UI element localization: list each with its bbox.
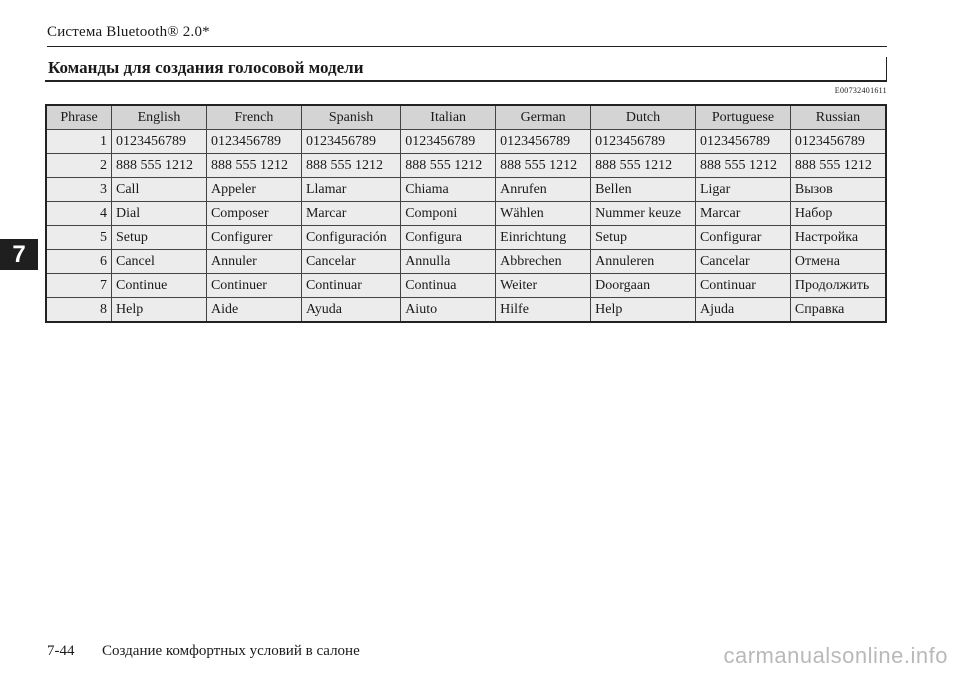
phrase-cell: Continuar bbox=[301, 274, 400, 298]
column-header: Spanish bbox=[301, 105, 400, 130]
phrase-number-cell: 4 bbox=[46, 202, 112, 226]
phrase-cell: Marcar bbox=[695, 202, 790, 226]
phrase-cell: Configura bbox=[401, 226, 496, 250]
phrase-cell: 888 555 1212 bbox=[591, 154, 696, 178]
section-title-bar bbox=[45, 57, 887, 82]
phrase-cell: Annuler bbox=[206, 250, 301, 274]
phrase-cell: 0123456789 bbox=[496, 130, 591, 154]
phrase-cell: Bellen bbox=[591, 178, 696, 202]
phrase-cell: Aide bbox=[206, 298, 301, 323]
phrase-cell: Ligar bbox=[695, 178, 790, 202]
phrase-cell: Отмена bbox=[790, 250, 886, 274]
voice-phrase-table bbox=[45, 104, 887, 323]
column-header: Phrase bbox=[46, 105, 112, 130]
phrase-cell: Anrufen bbox=[496, 178, 591, 202]
phrase-cell: Abbrechen bbox=[496, 250, 591, 274]
phrase-number-cell: 5 bbox=[46, 226, 112, 250]
phrase-cell: Configuración bbox=[301, 226, 400, 250]
column-header: Russian bbox=[790, 105, 886, 130]
phrase-cell: Marcar bbox=[301, 202, 400, 226]
phrase-cell: Вызов bbox=[790, 178, 886, 202]
watermark: carmanualsonline.info bbox=[723, 643, 948, 668]
phrase-cell: 0123456789 bbox=[695, 130, 790, 154]
column-header: German bbox=[496, 105, 591, 130]
phrase-number-cell: 6 bbox=[46, 250, 112, 274]
phrase-cell: Hilfe bbox=[496, 298, 591, 323]
phrase-cell: Configurer bbox=[206, 226, 301, 250]
phrase-cell: Cancelar bbox=[301, 250, 400, 274]
phrase-cell: Набор bbox=[790, 202, 886, 226]
phrase-number-cell: 8 bbox=[46, 298, 112, 323]
phrase-number-cell: 7 bbox=[46, 274, 112, 298]
phrase-cell: Continuer bbox=[206, 274, 301, 298]
phrase-cell: Help bbox=[112, 298, 207, 323]
phrase-cell: Doorgaan bbox=[591, 274, 696, 298]
phrase-cell: Справка bbox=[790, 298, 886, 323]
phrase-cell: Продолжить bbox=[790, 274, 886, 298]
running-header: Система Bluetooth® 2.0* bbox=[47, 24, 210, 40]
phrase-cell: 0123456789 bbox=[591, 130, 696, 154]
phrase-cell: Einrichtung bbox=[496, 226, 591, 250]
footer-title: Создание комфортных условий в салоне bbox=[102, 643, 360, 659]
phrase-cell: Chiama bbox=[401, 178, 496, 202]
phrase-cell: Composer bbox=[206, 202, 301, 226]
phrase-cell: 888 555 1212 bbox=[496, 154, 591, 178]
phrase-cell: Ajuda bbox=[695, 298, 790, 323]
phrase-cell: Help bbox=[591, 298, 696, 323]
phrase-cell: Настройка bbox=[790, 226, 886, 250]
phrase-cell: Llamar bbox=[301, 178, 400, 202]
phrase-cell: 888 555 1212 bbox=[401, 154, 496, 178]
phrase-cell: Continuar bbox=[695, 274, 790, 298]
phrase-cell: Continue bbox=[112, 274, 207, 298]
phrase-cell: Aiuto bbox=[401, 298, 496, 323]
phrase-cell: 888 555 1212 bbox=[695, 154, 790, 178]
table-header-row bbox=[46, 105, 886, 130]
column-header: Portuguese bbox=[695, 105, 790, 130]
header-rule bbox=[47, 46, 887, 47]
table-row bbox=[46, 274, 886, 298]
phrase-cell: 0123456789 bbox=[790, 130, 886, 154]
phrase-cell: Nummer keuze bbox=[591, 202, 696, 226]
page-number: 7-44 bbox=[47, 643, 75, 659]
table-row bbox=[46, 178, 886, 202]
phrase-cell: Annuleren bbox=[591, 250, 696, 274]
phrase-cell: 0123456789 bbox=[112, 130, 207, 154]
table-row bbox=[46, 298, 886, 323]
phrase-cell: Weiter bbox=[496, 274, 591, 298]
phrase-cell: 888 555 1212 bbox=[790, 154, 886, 178]
phrase-cell: Dial bbox=[112, 202, 207, 226]
phrase-cell: Call bbox=[112, 178, 207, 202]
phrase-cell: Continua bbox=[401, 274, 496, 298]
phrase-cell: Configurar bbox=[695, 226, 790, 250]
column-header: Italian bbox=[401, 105, 496, 130]
phrase-cell: Setup bbox=[112, 226, 207, 250]
phrase-cell: Annulla bbox=[401, 250, 496, 274]
table-row bbox=[46, 130, 886, 154]
phrase-cell: Wählen bbox=[496, 202, 591, 226]
chapter-tab: 7 bbox=[0, 239, 38, 270]
phrase-cell: 888 555 1212 bbox=[301, 154, 400, 178]
column-header: English bbox=[112, 105, 207, 130]
phrase-cell: Cancel bbox=[112, 250, 207, 274]
document-code: E00732401611 bbox=[834, 86, 887, 95]
section-title: Команды для создания голосовой модели bbox=[48, 58, 364, 77]
phrase-number-cell: 1 bbox=[46, 130, 112, 154]
phrase-cell: Cancelar bbox=[695, 250, 790, 274]
phrase-cell: Componi bbox=[401, 202, 496, 226]
phrase-cell: Appeler bbox=[206, 178, 301, 202]
phrase-cell: Ayuda bbox=[301, 298, 400, 323]
column-header: French bbox=[206, 105, 301, 130]
phrase-number-cell: 3 bbox=[46, 178, 112, 202]
phrase-cell: 0123456789 bbox=[301, 130, 400, 154]
phrase-cell: Setup bbox=[591, 226, 696, 250]
phrase-cell: 888 555 1212 bbox=[112, 154, 207, 178]
column-header: Dutch bbox=[591, 105, 696, 130]
phrase-cell: 888 555 1212 bbox=[206, 154, 301, 178]
phrase-cell: 0123456789 bbox=[401, 130, 496, 154]
table-row bbox=[46, 154, 886, 178]
phrase-number-cell: 2 bbox=[46, 154, 112, 178]
phrase-cell: 0123456789 bbox=[206, 130, 301, 154]
table-row bbox=[46, 250, 886, 274]
table-row bbox=[46, 202, 886, 226]
table-row bbox=[46, 226, 886, 250]
